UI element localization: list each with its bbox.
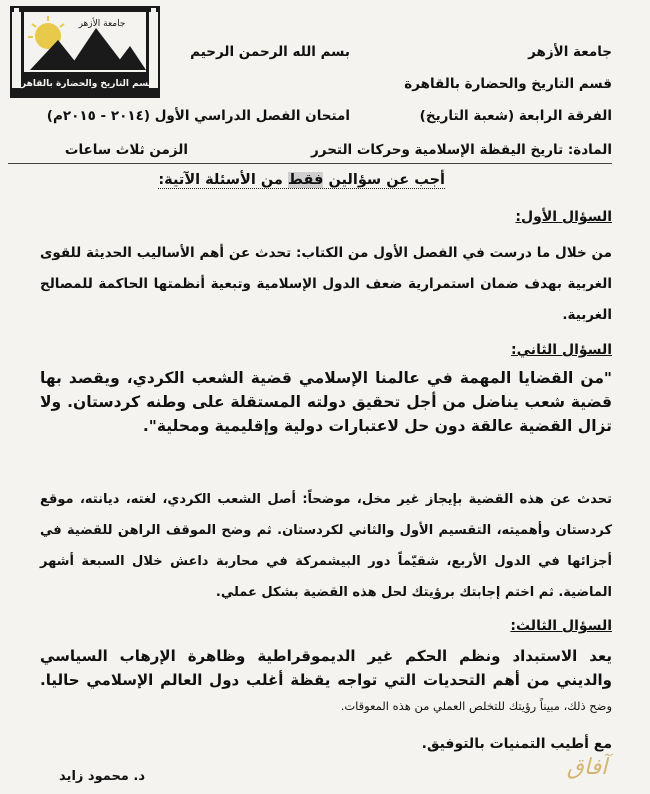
exam-instructions <box>158 172 445 189</box>
instructions-after: من الأسئلة الآتية: <box>158 172 288 188</box>
basmala: بسم الله الرحمن الرحيم <box>190 44 350 60</box>
question-2-text: تحدث عن هذه القضية بإيجاز غير مخل، موضحاً: أصل الشعب الكردي، لغته، ديانته، موقع كردستان وأهميته، التقسيم الأول والثاني لكردستان. ثم وضح الموقف الراهن للقضية في أجزائها في الدول الأربع، شقيّماً دور البيشمركة في محاربة داعش خلال السبعة أشهر الماضية. ثم اختم إجابتك برؤيتك لحل هذه القضية بشكل عملي. <box>40 492 612 600</box>
logo-small-text: جامعة الأزهر <box>78 19 126 29</box>
question-3-text: يعد الاستبداد ونظم الحكم غير الديموقراطية وظاهرة الإرهاب السياسي والديني من أهم التحديات التي تواجه يقظة أغلب دول العالم الإسلامي حاليا. <box>40 647 612 689</box>
subject-line: المادة: تاريخ اليقظة الإسلامية وحركات التحرر <box>311 142 612 158</box>
closing-wishes: مع أطيب التمنيات بالتوفيق. <box>421 736 612 752</box>
instructions-before: أجب عن سؤالين <box>323 172 445 188</box>
exam-title: امتحان الفصل الدراسي الأول (٢٠١٤ - ٢٠١٥م) <box>46 108 350 124</box>
question-1-text: من خلال ما درست في الفصل الأول من الكتاب: تحدث عن أهم الأساليب الحديثة للقوى الغربية بهدف ضمان استمرارية ضعف الدول الإسلامية وتبعية أنظمتها الحاكمة للمصالح الغربية. <box>40 245 612 323</box>
watermark-text: آفاق <box>566 755 608 780</box>
question-1-title: السؤال الأول: <box>515 209 612 225</box>
question-3-body <box>40 644 612 718</box>
question-2-quote: "من القضايا المهمة في عالمنا الإسلامي قضية الشعب الكردي، ويقصد بها قضية شعب يناضل من أجل تحقيق دولته المستقلة على وطنه كردستان. ولا تزال القضية عالقة دون حل لاعتبارات دولية وإقليمية ومحلية". <box>40 369 612 435</box>
university-name: جامعة الأزهر <box>528 44 612 60</box>
signature: د. محمود زايد <box>59 769 145 784</box>
instructions-highlight: فقط <box>287 172 324 188</box>
logo-text: قسم التاريخ والحضارة بالقاهرة <box>15 79 155 89</box>
question-3-title: السؤال الثالث: <box>510 618 612 634</box>
department-name: قسم التاريخ والحضارة بالقاهرة <box>404 76 612 92</box>
question-2-title: السؤال الثاني: <box>511 342 612 358</box>
question-3-note: وضح ذلك، مبيناً رؤيتك للتخلص العملي من هذه المعوقات. <box>340 699 612 713</box>
watermark-logo <box>548 746 626 786</box>
exam-duration: الزمن ثلاث ساعات <box>64 142 188 158</box>
student-level: الفرقة الرابعة (شعبة التاريخ) <box>419 108 612 124</box>
department-logo <box>10 6 160 98</box>
header-divider <box>8 163 612 164</box>
